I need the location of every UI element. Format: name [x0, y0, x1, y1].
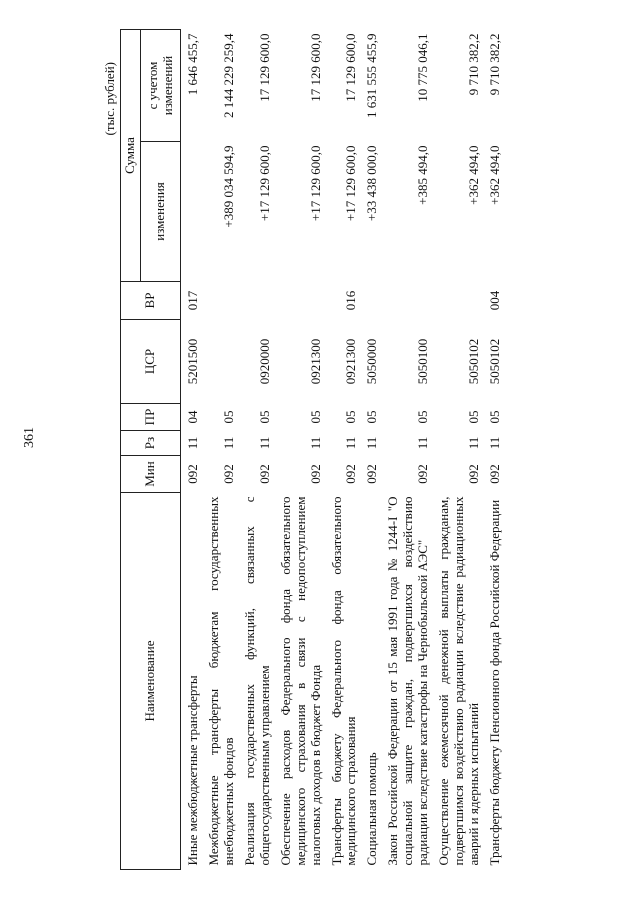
- row-change: [181, 142, 204, 282]
- table-row: [181, 30, 204, 870]
- row-min: 092: [256, 464, 272, 484]
- header-rz: Рз: [121, 431, 181, 456]
- row-csr: 0921300: [343, 338, 359, 385]
- row-total: 17 129 600,0: [343, 33, 359, 102]
- row-min: 092: [307, 464, 323, 484]
- row-csr: 5201500: [185, 338, 200, 385]
- page-number: 361: [22, 427, 37, 448]
- row-name: Обеспечение расходов Федерального фонда обязательного медицинского страхования в связи с недопоступлением налоговых доходов в бюджет Фонда: [277, 496, 323, 866]
- row-csr: 0920000: [256, 338, 272, 385]
- row-total: 2 144 229 259,4: [220, 33, 236, 118]
- row-rz: 11: [185, 436, 200, 450]
- row-change: +389 034 594,9: [220, 145, 236, 228]
- header-sum: Сумма: [121, 30, 141, 282]
- row-csr: [204, 320, 240, 404]
- row-min: 092: [415, 464, 431, 484]
- row-vr: [434, 282, 485, 320]
- table-row: [434, 30, 485, 870]
- row-vr: [204, 282, 240, 320]
- table-row: [327, 30, 363, 870]
- table-row: [204, 30, 240, 870]
- row-pr: 05: [415, 410, 431, 424]
- table-row: [240, 30, 276, 870]
- row-change: +17 129 600,0: [343, 145, 359, 222]
- row-rz: 11: [466, 436, 481, 450]
- row-csr: 0921300: [307, 338, 323, 385]
- table-body: [181, 30, 506, 870]
- row-csr: 5050102: [486, 338, 502, 385]
- row-total: 17 129 600,0: [256, 33, 272, 102]
- row-pr: 05: [364, 410, 380, 424]
- row-pr: 05: [466, 410, 481, 424]
- row-csr: 5050102: [466, 338, 481, 385]
- row-vr: [383, 282, 434, 320]
- table-header: [121, 30, 181, 870]
- header-pr: ПР: [121, 404, 181, 431]
- row-pr: 05: [220, 410, 236, 424]
- row-min: 092: [220, 464, 236, 484]
- row-vr: 004: [486, 290, 502, 311]
- row-rz: 11: [343, 436, 359, 450]
- row-min: 092: [364, 464, 380, 484]
- row-total: 1 631 555 455,9: [364, 33, 380, 118]
- row-name: Иные межбюджетные трансферты: [185, 675, 200, 866]
- row-total: 1 646 455,7: [185, 33, 200, 96]
- header-change: изменения: [141, 142, 181, 282]
- row-pr: 05: [307, 410, 323, 424]
- row-min: 092: [343, 464, 359, 484]
- row-vr: 016: [343, 290, 359, 311]
- table-row: [383, 30, 434, 870]
- row-name: Трансферты бюджету Федерального фонда обязательного медицинского страхования: [328, 496, 359, 866]
- row-change: +33 438 000,0: [364, 145, 380, 222]
- row-rz: 11: [415, 436, 431, 450]
- units-label: (тыс. рублей): [102, 62, 117, 136]
- row-change: +17 129 600,0: [307, 145, 323, 222]
- row-change: +362 494,0: [466, 145, 481, 205]
- row-vr: 017: [185, 290, 200, 311]
- row-csr: 5050100: [415, 338, 431, 385]
- table-row: [276, 30, 327, 870]
- row-min: 092: [486, 464, 502, 484]
- row-change: +385 494,0: [415, 145, 431, 205]
- budget-table: [120, 29, 506, 870]
- rotated-page-content: [100, 30, 620, 870]
- row-pr: 04: [185, 410, 200, 424]
- row-name: Межбюджетные трансферты бюджетам государственных внебюджетных фондов: [205, 496, 236, 866]
- row-name: Реализация государственных функций, связанных с общегосударственным управлением: [241, 496, 272, 866]
- row-total: 9 710 382,2: [466, 33, 481, 96]
- row-rz: 11: [220, 436, 236, 450]
- row-name: Закон Российской Федерации от 15 мая 1991 года № 1244-I "О социальной защите граждан, подвергшихся воздействию радиации вследствие катастрофы на Чернобыльской АЭС": [385, 496, 431, 866]
- row-total: 10 775 046,1: [415, 33, 431, 102]
- row-total: 9 710 382,2: [486, 33, 502, 96]
- header-vr: ВР: [121, 282, 181, 320]
- row-pr: 05: [256, 410, 272, 424]
- row-name: Трансферты бюджету Пенсионного фонда Российской Федерации: [486, 499, 502, 866]
- row-change: +362 494,0: [486, 145, 502, 205]
- row-rz: 11: [307, 436, 323, 450]
- table-row: [362, 30, 383, 870]
- row-rz: 11: [486, 436, 502, 450]
- header-name: Наименование: [121, 493, 181, 870]
- row-vr: [276, 282, 327, 320]
- row-pr: 05: [343, 410, 359, 424]
- row-pr: 05: [486, 410, 502, 424]
- row-min: 092: [185, 464, 200, 484]
- row-rz: 11: [256, 436, 272, 450]
- row-vr: [240, 282, 276, 320]
- table-row: [485, 30, 506, 870]
- row-change: +17 129 600,0: [256, 145, 272, 222]
- header-with-changes: с учетом изменений: [141, 30, 181, 142]
- row-vr: [362, 282, 383, 320]
- header-csr: ЦСР: [121, 320, 181, 404]
- row-name: Осуществление ежемесячной денежной выплаты гражданам, подвергшимся воздействию радиации вследствие радиационных аварий и ядерных испытаний: [436, 496, 481, 866]
- row-min: 092: [466, 464, 481, 484]
- row-name: Социальная помощь: [364, 752, 380, 866]
- header-min: Мин: [121, 456, 181, 493]
- row-total: 17 129 600,0: [307, 33, 323, 102]
- row-csr: 5050000: [364, 338, 380, 385]
- row-rz: 11: [364, 436, 380, 450]
